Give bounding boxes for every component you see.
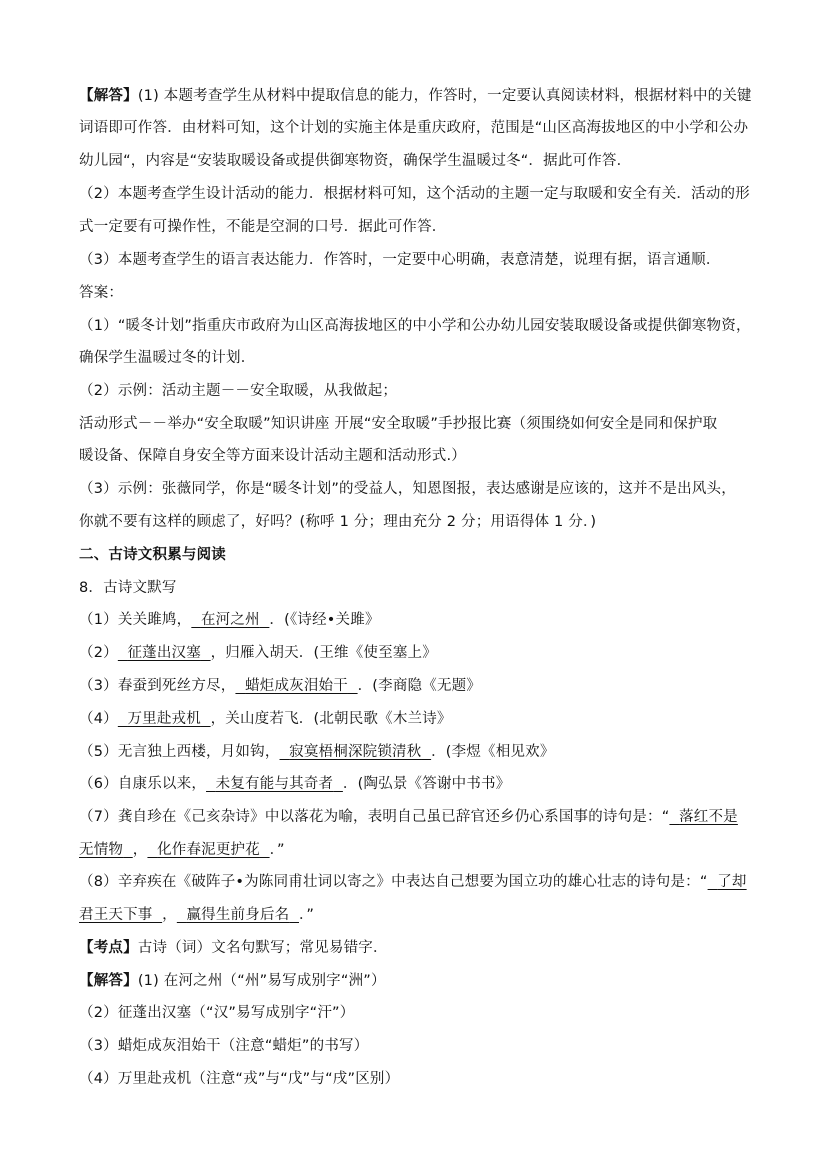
answer-blank: 君王天下事 [79,907,153,923]
answer-3-line-2: 你就不要有这样的顾虑了，好吗？(称呼 1 分；理由充分 2 分；用语得体 1 分．) [79,514,597,530]
jieda1-line-5: 式一定要有可操作性，不能是空洞的口号．据此可作答． [79,219,447,235]
jieda1-line-1: 【解答】(1) 本题考查学生从材料中提取信息的能力，作答时，一定要认真阅读材料，根据材料中的关键 [79,88,752,104]
q8-item-6: （6）自康乐以来， 未复有能与其奇者 ．(陶弘景《答谢中书书》 [79,776,511,792]
answer-blank: 落红不是 [679,809,738,825]
q8-item-8-line-1: （8）辛弃疾在《破阵子•为陈同甫壮词以寄之》中表达自己想要为国立功的雄心壮志的诗句是：“ 了却 [79,874,747,890]
jieda-tag: 【解答】 [79,88,138,104]
jieda2-line-3: （3）蜡炬成灰泪始干（注意“蜡炬”的书写） [79,1038,369,1054]
answer-2-line-3: 暖设备、保障自身安全等方面来设计活动主题和活动形式.） [79,448,467,464]
jieda1-line-4: （2）本题考查学生设计活动的能力．根据材料可知，这个活动的主题一定与取暖和安全有关．活动的形 [79,186,750,202]
answer-blank: 在河之州 [200,612,260,628]
q8-item-3: （3）春蚕到死丝方尽， 蜡炬成灰泪始干 ．(李商隐《无题》 [79,678,482,694]
kaodian-tag: 【考点】 [79,940,138,956]
answer-label: 答案： [79,285,124,301]
kaodian-line: 【考点】古诗（词）文名句默写；常见易错字． [79,940,388,956]
jieda-tag: 【解答】 [79,973,138,989]
answer-blank: 赢得生前身后名 [186,907,290,923]
q8-item-7-line-1: （7）龚自珍在《己亥杂诗》中以落花为喻，表明自己虽已辞官还乡仍心系国事的诗句是：“ 落红不是 [79,809,738,825]
section-2-title: 二、古诗文积累与阅读 [79,547,226,563]
answer-blank: 寂寞梧桐深院锁清秋 [289,744,422,760]
q8-item-2: （2） 征蓬出汉塞 ，归雁入胡天．(王维《使至塞上》 [79,645,437,661]
q8-item-7-line-2: 无情物 ， 化作春泥更护花 ．” [79,842,285,858]
jieda1-line-2: 词语即可作答．由材料可知，这个计划的实施主体是重庆政府，范围是“山区高海拔地区的中小学和公办 [79,120,749,136]
jieda2-line-2: （2）征蓬出汉塞（“汉”易写成别字“汗”） [79,1005,355,1021]
jieda1-line-6: （3）本题考查学生的语言表达能力．作答时，一定要中心明确，表意清楚，说理有据，语言通顺． [79,252,721,268]
q8-item-5: （5）无言独上西楼，月如钩， 寂寞梧桐深院锁清秋 ．(李煜《相见欢》 [79,744,555,760]
answer-1-line-2: 确保学生温暖过冬的计划． [79,350,256,366]
answer-1-line-1: （1）“暖冬计划”指重庆市政府为山区高海拔地区的中小学和公办幼儿园安装取暖设备或提供御寒物资， [79,318,751,334]
q8-title: 8．古诗文默写 [79,580,177,596]
answer-3-line-1: （3）示例：张薇同学，你是“暖冬计划”的受益人，知恩图报，表达感谢是应该的，这并不是出风头， [79,481,736,497]
answer-blank: 了却 [717,874,747,890]
answer-2-line-2: 活动形式－－举办“安全取暖”知识讲座 开展“安全取暖”手抄报比赛（须围绕如何安全是同和保护取 [79,416,718,432]
q8-item-8-line-2: 君王天下事 ， 赢得生前身后名 ．” [79,907,315,923]
answer-blank: 无情物 [79,842,124,858]
q8-item-4: （4） 万里赴戎机 ，关山度若飞．(北朝民歌《木兰诗》 [79,711,452,727]
jieda2-line-4: （4）万里赴戎机（注意“戎”与“戊”与“戌”区别） [79,1071,400,1087]
jieda2-line-1: 【解答】(1) 在河之州（“州”易写成别字“洲”） [79,973,386,989]
answer-blank: 化作春泥更护花 [157,842,260,858]
answer-blank: 征蓬出汉塞 [127,645,201,661]
answer-blank: 万里赴戎机 [127,711,201,727]
answer-blank: 未复有能与其奇者 [215,776,334,792]
jieda1-line-3: 幼儿园“，内容是“安装取暖设备或提供御寒物资，确保学生温暖过冬“．据此可作答． [79,153,632,169]
answer-blank: 蜡炬成灰泪始干 [245,678,348,694]
q8-item-1: （1）关关雎鸠， 在河之州 ．(《诗经•关雎》 [79,612,380,628]
answer-2-line-1: （2）示例：活动主题－－安全取暖，从我做起； [79,383,398,399]
